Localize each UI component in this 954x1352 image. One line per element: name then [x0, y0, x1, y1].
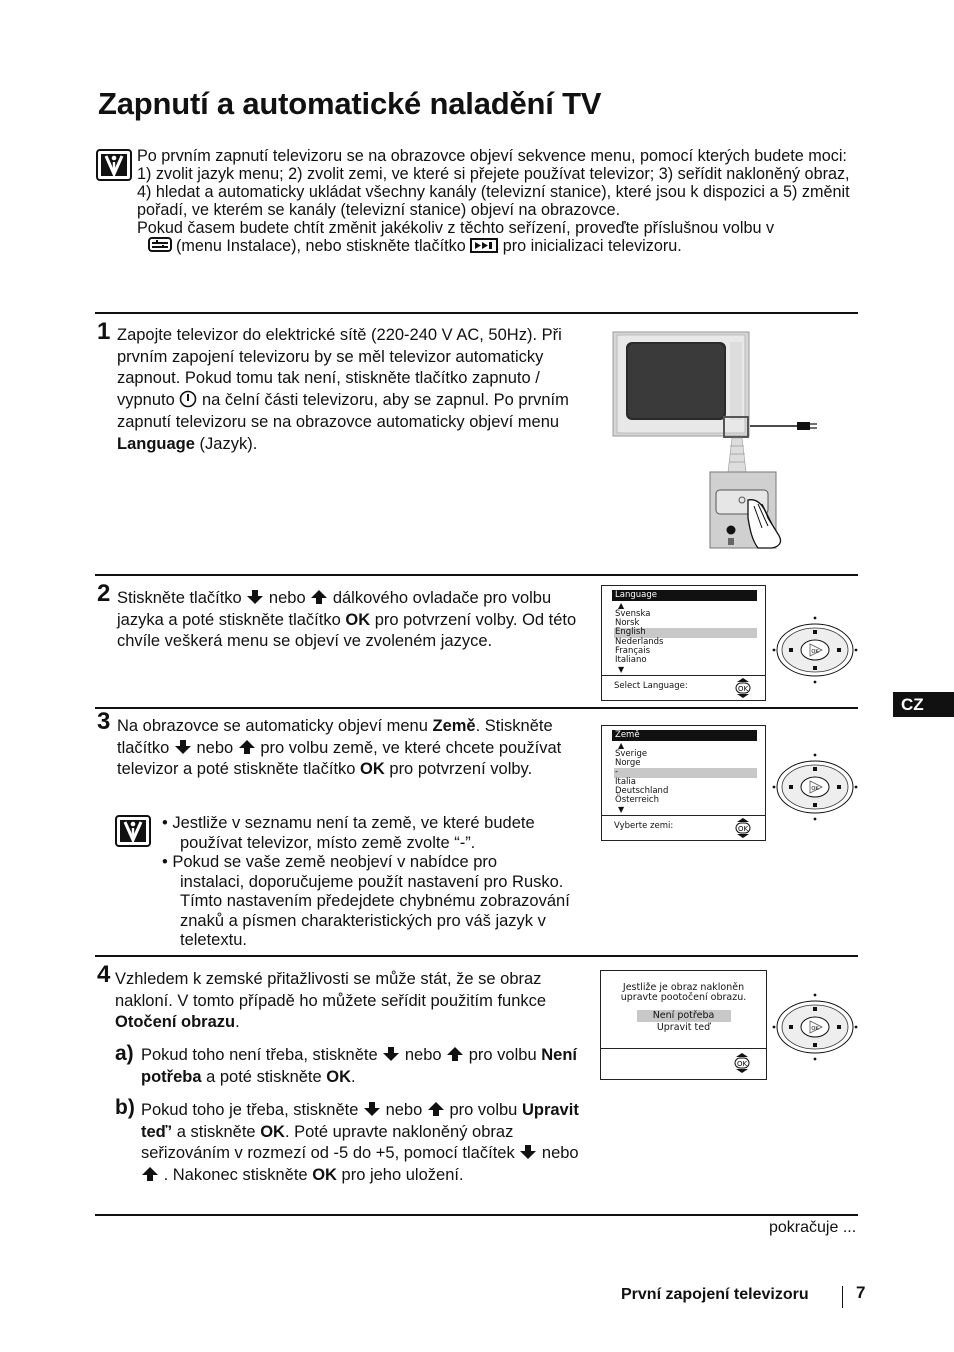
tv-illustration [612, 330, 834, 552]
substep-a-label: a) [115, 1042, 134, 1065]
page-number: 7 [856, 1283, 866, 1302]
up-arrow-icon [238, 739, 256, 755]
intro-line-3b: (menu Instalace), nebo stiskněte tlačítko [176, 237, 466, 255]
step2-text-1: Stiskněte tlačítko [117, 589, 242, 607]
step3-bold: Země [432, 717, 476, 735]
list-item[interactable]: Sverige [615, 749, 648, 759]
up-arrow-icon [310, 589, 328, 605]
step4-text-2: . [235, 1013, 240, 1032]
section-divider [95, 707, 858, 709]
intro-line-1: Po prvním zapnutí televizoru se na obrazovce objeví sekvence menu, pomocí kterých budete moci: [137, 147, 847, 165]
ok-text: OK [736, 1060, 748, 1068]
up-arrow-icon [446, 1046, 464, 1062]
ok-button-icon [735, 678, 751, 698]
installation-menu-icon [148, 237, 172, 252]
substep-a-text [141, 1045, 581, 1088]
down-arrow-icon [246, 589, 264, 605]
osd-language-menu [601, 585, 766, 701]
ok-text: OK [811, 1026, 819, 1032]
list-item-selected[interactable]: English [614, 628, 757, 637]
step1-text-1: Zapojte televizor do elektrické sítě (220-240 V AC, 50Hz). Při prvním zapojení televizoru by se měl televizor automaticky zapnout. Pokud tomu tak není, stiskněte tlačítko zapnuto / vypnuto [117, 326, 562, 410]
osd-separator [601, 1048, 766, 1049]
list-item[interactable]: Italiano [615, 654, 647, 665]
list-item[interactable]: Norge [615, 758, 641, 769]
note-item-1-cont: používat televizor, místo země zvolte “-”. [180, 833, 476, 852]
substep-b-nebo: nebo [385, 1101, 423, 1119]
remote-joystick-icon [772, 991, 858, 1063]
step4-text-1: Vzhledem k zemské přitažlivosti se může stát, že se obraz nakloní. V tomto případě ho můžete seřídit použitím funkce [115, 970, 547, 1010]
step1-text-2: na čelní části televizoru, aby se zapnul. Po prvním zapnutí televizoru se na obrazovce automaticky objeví menu [117, 391, 569, 431]
step2-text-2: dálkového ovladače pro volbu jazyka a poté stiskněte tlačítko [117, 589, 552, 629]
osd-header: Země [612, 730, 757, 741]
list-item[interactable]: Deutschland [615, 785, 669, 796]
footer-section-title: První zapojení televizoru [621, 1286, 809, 1303]
substep-b-text-4: . Poté upravte nakloněný obraz seřizováním v rozmezí od -5 do +5, pomocí tlačítek [141, 1122, 515, 1163]
substep-b-ok: OK [260, 1122, 285, 1141]
substep-a-text-1: Pokud toho není třeba, stiskněte [141, 1046, 378, 1064]
intro-line-3c: pro inicializaci televizoru. [502, 237, 682, 255]
osd-tilt-menu [600, 970, 767, 1080]
remote-joystick-icon [772, 751, 858, 823]
info-icon [115, 815, 151, 847]
language-tab: CZ [893, 692, 954, 717]
up-arrow-icon [427, 1101, 445, 1117]
substep-b-text-6: pro jeho uložení. [341, 1166, 464, 1185]
step-number: 2 [97, 580, 111, 607]
ok-button-icon [734, 1053, 750, 1073]
info-icon [96, 149, 132, 181]
substep-b-text-5: . Nakonec stiskněte [163, 1166, 308, 1185]
osd-prompt: Vyberte zemi: [614, 821, 674, 831]
down-arrow-icon [363, 1101, 381, 1117]
substep-a-text-3: a poté stiskněte [206, 1067, 322, 1086]
step2-text-3: pro potvrzení volby. Od této chvíle veškerá menu se objeví ve zvoleném jazyce. [117, 610, 577, 651]
note-item-2: • Pokud se vaše země neobjeví v nabídce pro [162, 853, 498, 871]
osd-header: Language [612, 590, 757, 601]
list-item-selected[interactable]: - [614, 768, 757, 777]
intro-text [137, 147, 862, 255]
step2-text [117, 588, 577, 653]
step3-nebo: nebo [196, 738, 234, 757]
substep-b-text-3: a stiskněte [176, 1122, 256, 1141]
step3-text [117, 716, 577, 781]
substep-b-text [141, 1100, 581, 1187]
note-list [162, 814, 582, 951]
substep-b-text-1: Pokud toho je třeba, stiskněte [141, 1101, 359, 1119]
substep-a-text-2: pro volbu [468, 1046, 537, 1064]
step3-text-2: . Stiskněte tlačítko [117, 717, 553, 757]
page-title: Zapnutí a automatické naladění TV [98, 86, 602, 121]
step3-text-3: pro volbu země, ve které chcete používat televizor a poté stiskněte tlačítko [117, 738, 562, 779]
footer-divider [842, 1286, 843, 1308]
step-number: 1 [97, 318, 111, 345]
step1-text-3: (Jazyk). [199, 434, 258, 453]
intro-line-3a: Pokud časem budete chtít změnit jakékoliv z těchto seřízení, proveďte příslušnou volbu v [137, 219, 775, 237]
section-divider [95, 1214, 858, 1216]
list-item[interactable]: Norsk [615, 618, 640, 629]
tilt-option-adjust-now[interactable]: Upravit teď [656, 1022, 711, 1033]
osd-separator [602, 815, 765, 816]
step2-ok: OK [345, 610, 371, 629]
intro-line-2: 1) zvolit jazyk menu; 2) zvolit zemi, ve které si přejete používat televizor; 3) seřídit nakloněný obraz, 4) hledat a automaticky ukládat všechny kanály (televizní stanice), které jsou k dispozici a 5) změnit pořadí, ve kterém se kanály (televizní stanice) objeví na obrazovce. [137, 165, 850, 219]
step1-text [117, 325, 577, 455]
ok-text: OK [811, 786, 819, 792]
list-item[interactable]: Svenska [615, 609, 651, 619]
scroll-up-indicator: ▲ [618, 741, 625, 750]
ok-text: OK [811, 649, 819, 655]
scroll-down-indicator: ▼ [618, 805, 625, 815]
substep-a-ok: OK [326, 1067, 352, 1086]
substep-b-ok-2: OK [312, 1166, 337, 1185]
step3-text-4: pro potvrzení volby. [389, 760, 533, 779]
step4-text [115, 969, 575, 1034]
list-item[interactable]: Italia [615, 776, 636, 787]
step-number: 4 [97, 961, 111, 988]
osd-prompt: Select Language: [614, 681, 688, 691]
substep-b-text-2: pro volbu [449, 1101, 518, 1119]
remote-joystick-icon [772, 614, 858, 686]
section-divider [95, 312, 858, 314]
tilt-option-not-needed[interactable]: Není potřeba [637, 1010, 731, 1022]
substep-b-label: b) [115, 1096, 135, 1119]
section-divider [95, 574, 858, 576]
scroll-up-indicator: ▲ [618, 601, 625, 610]
ok-text: OK [737, 685, 749, 693]
continue-note: pokračuje ... [769, 1219, 857, 1236]
step3-text-1: Na obrazovce se automaticky objeví menu [117, 717, 428, 735]
down-arrow-icon [174, 739, 192, 755]
intro-line-3 [137, 219, 862, 255]
section-divider [95, 955, 858, 957]
down-arrow-icon [382, 1046, 400, 1062]
substep-a-bold: Není potřeba [141, 1046, 577, 1086]
power-icon [179, 390, 197, 408]
osd-tilt-line-1: Jestliže je obraz nakloněn [622, 982, 745, 993]
step4-bold: Otočení obrazu [115, 1013, 236, 1032]
list-item[interactable]: Nederlands [615, 636, 664, 647]
osd-tilt-line-2: upravte pootočení obrazu. [620, 992, 747, 1003]
step1-bold: Language [117, 434, 195, 453]
scroll-down-indicator: ▼ [618, 665, 625, 675]
up-arrow-icon [141, 1166, 159, 1182]
step3-ok: OK [360, 760, 385, 779]
ok-text: OK [737, 825, 749, 833]
osd-separator [602, 675, 765, 676]
substep-a-text-4: . [351, 1067, 356, 1086]
note-item-1: • Jestliže v seznamu není ta země, ve které budete [162, 814, 535, 832]
note-item-2-cont: instalaci, doporučujeme použít nastavení pro Rusko. Tímto nastavením předejdete chybnému zobrazování znaků a písmen charakteristických pro váš jazyk v teletextu. [180, 872, 570, 949]
down-arrow-icon [519, 1144, 537, 1160]
substep-b-bold: Upravit teď’ [141, 1101, 579, 1141]
list-item[interactable]: Österreich [615, 794, 659, 805]
substep-a-nebo: nebo [404, 1046, 442, 1064]
ok-button-icon [735, 818, 751, 838]
step2-nebo: nebo [268, 589, 306, 607]
list-item[interactable]: Français [615, 645, 651, 656]
osd-country-menu [601, 725, 766, 841]
step-number: 3 [97, 708, 111, 735]
reset-button-icon [470, 238, 498, 253]
substep-b-nebo-2: nebo [541, 1144, 579, 1163]
